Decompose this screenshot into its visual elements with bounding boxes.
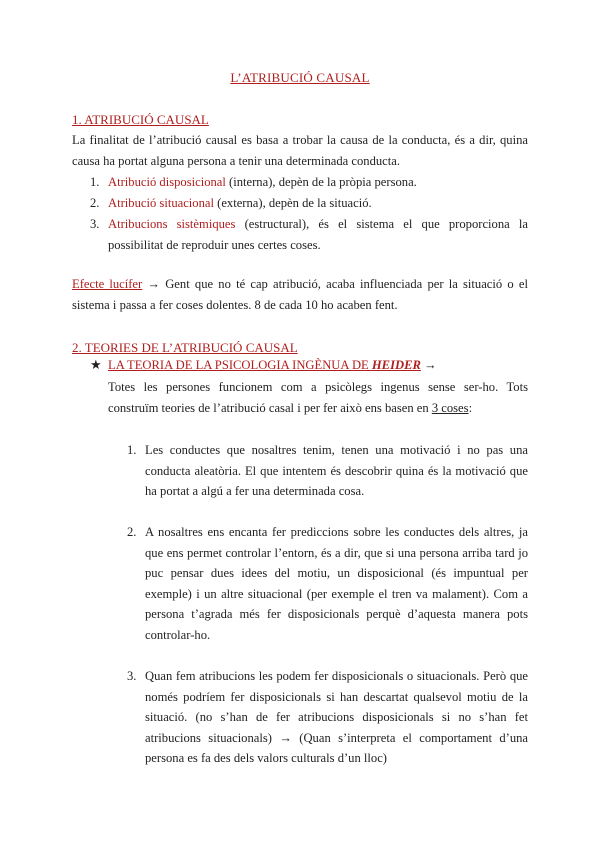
- section-2-heading: 2. TEORIES DE L’ATRIBUCIÓ CAUSAL: [72, 340, 298, 355]
- theory-title-text: LA TEORIA DE LA PSICOLOGIA INGÈNUA DE: [108, 358, 372, 372]
- section-1-heading: 1. ATRIBUCIÓ CAUSAL: [72, 112, 209, 127]
- effect-term: Efecte lucífer: [72, 277, 143, 291]
- list-item: [108, 172, 528, 193]
- list-number: 1.: [127, 443, 137, 457]
- term-description: (estructural), és el sistema el que proporciona la possibilitat de reproduir unes certes coses.: [108, 217, 528, 252]
- section-1-intro: La finalitat de l’atribució causal es basa a trobar la causa de la conducta, és a dir, quina causa ha portat alguna persona a tenir una determinada conducta.: [72, 133, 528, 168]
- theory-arrow: →: [420, 358, 437, 372]
- star-bullet-icon: ★: [90, 357, 102, 372]
- heider-name: HEIDER: [371, 358, 421, 372]
- effect-paragraph: [72, 274, 528, 315]
- list-number: 2.: [90, 196, 100, 210]
- theory-title: [108, 355, 528, 376]
- list-number: 3.: [127, 669, 137, 683]
- list-item: Quan fem atribucions les podem fer disposicionals o situacionals. Però que només podríem fer disposicionals si han descartat qualsevol motiu de la situació. (no s’han de fer atribucions disposicionals si no s’han fet atribucions situacionals) → (Quan s’interpreta el comportament d’una persona es fa des dels valors culturals d’un lloc): [145, 669, 528, 765]
- theory-paragraph-end: :: [468, 400, 473, 415]
- term-situacional: Atribució situacional: [108, 196, 214, 210]
- list-item: A nosaltres ens encanta fer prediccions sobre les conductes dels altres, ja que ens permet controlar l’entorn, és a dir, que si una persona arriba tard jo puc pensar dues idees del motiu, un disposicional (és impuntual per exemple) i un altre situacional (per exemple el tren va malament). Com a persona t’agrada més fer disposicionals perquè d’aquesta manera pots controlar-ho.: [145, 525, 528, 642]
- three-things-link: 3 coses: [431, 400, 469, 415]
- list-number: 3.: [90, 217, 100, 231]
- effect-text: → Gent que no té cap atribució, acaba influenciada per la situació o el sistema i passa a fer coses dolentes. 8 de cada 10 ho acaben fent.: [72, 277, 528, 312]
- term-description: (externa), depèn de la situació.: [213, 196, 372, 210]
- theory-paragraph-text: Totes les persones funcionem com a psicòlegs ingenus sense ser-ho. Tots construïm teories de l’atribució casal i per fer això ens basen en: [108, 380, 528, 415]
- list-number: 2.: [127, 525, 137, 539]
- list-item: Les conductes que nosaltres tenim, tenen una motivació i no pas una conducta aleatòria. El que intentem és descobrir quina és la motivació que ha portat a algú a fer una determinada cosa.: [145, 443, 528, 498]
- term-description: (interna), depèn de la pròpia persona.: [225, 175, 417, 189]
- document-title: L’ATRIBUCIÓ CAUSAL: [230, 70, 370, 85]
- list-item: [108, 193, 528, 214]
- theory-paragraph: [108, 377, 528, 418]
- term-disposicional: Atribució disposicional: [108, 175, 226, 189]
- list-number: 1.: [90, 175, 100, 189]
- term-sistemiques: Atribucions sistèmiques: [108, 217, 236, 231]
- list-item: [108, 214, 528, 255]
